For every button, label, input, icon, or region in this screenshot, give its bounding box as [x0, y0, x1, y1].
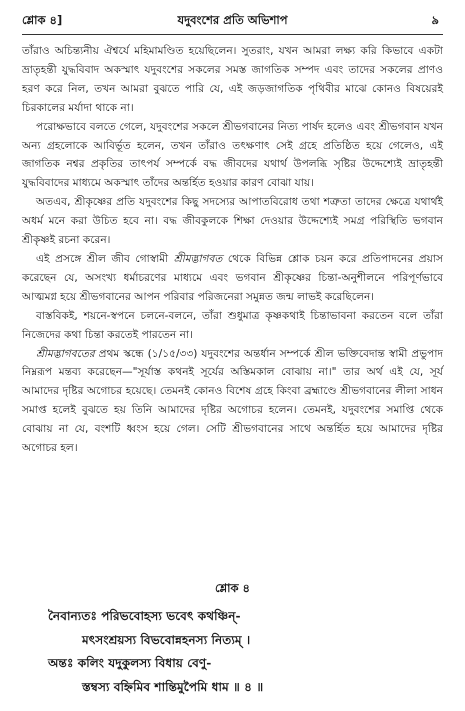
verse-line: স্তম্বস্য বহ্নিমিব শান্তিমুপৈমি ধাম ॥ ৪ ॥ — [82, 679, 264, 694]
verse-heading: শ্লোক ৪ — [214, 581, 251, 595]
verse-line: অন্তঃ কলিং যদুকুলস্য বিধায় বেণু- — [48, 656, 212, 670]
header-chapter-title: যদুবংশের প্রতি অভিশাপ — [177, 13, 288, 27]
header-divider — [22, 34, 443, 35]
commentary-text — [22, 42, 443, 458]
book-title: শ্রীমদ্ভাগবত — [173, 252, 223, 265]
page-number: ৯ — [431, 13, 439, 27]
paragraph-1: তাঁরাও অচিন্ত্যনীয় ঐশ্বর্যে মহিমামণ্ডিত হয়েছিলেন। সুতরাং, যখন আমরা লক্ষ্য করি কিভাবে একটা ভ্রাতৃহন্তী যুদ্ধবিবাদ অকস্মাৎ যদুবংশের সকলের সমস্ত জাগতিক সম্পদ এবং তাদের সকলের প্রাণও হরণ করে নিল, তখন আমরা বুঝতে পারি যে, এই জড়জাগতিক পৃথিবীর মাঝে কোনও বিষয়েরই চিরকালের মর্যাদা থাকে না। — [22, 45, 443, 114]
paragraph-6: শ্রীমদ্ভাগবতের প্রথম স্কন্ধে (১/১৫/৩৩) যদুবংশের অন্তর্ধান সম্পর্কে শ্রীল ভক্তিবেদান্ত স্বামী প্রভুপাদ নিম্নরূপ মন্তব্য করেছেন—"সূর্যাস্ত কথনই সূর্যের অস্তিমকাল বোঝায় না।" তার অর্থ এই যে, সূর্য আমাদের দৃষ্টির অগোচর হয়েছে। তেমনই কোনও বিশেষ গ্রহে কিংবা ব্রহ্মাণ্ডে শ্রীভগবানের লীলা সাধন সমাপ্ত হলেই বুঝতে হয় তিনি আমাদের দৃষ্টির অগোচর হলেন। তেমনই, যদুবংশের সমাপ্তি থেকে বোঝায় না যে, বংশটি ধ্বংস হয়ে গেল। সেটি শ্রীভগবানের সাথে অন্তর্হিত হয়ে আমাদের দৃষ্টির অগোচর হল। — [22, 347, 443, 455]
paragraph-4: এই প্রসঙ্গে শ্রীল জীব গোস্বামী শ্রীমদ্ভাগবত থেকে বিভিন্ন শ্লোক চয়ন করে প্রতিপাদনের প্রয়াস করেছেন যে, অসংখ্য ধর্মাচরণের মাধ্যমে এবং ভগবান শ্রীকৃষ্ণের চিন্তা-অনুশীলনে পরিপূর্ণভাবে আত্মমগ্ন হয়ে শ্রীভগবানের আপন পরিবার পরিজনেরা সমুন্নত জন্ম লাভই করেছিলেন। — [22, 252, 443, 303]
verse-line: নৈবান্যতঃ পরিভবোহস্য ভবেৎ কথঞ্চিন্- — [48, 609, 241, 623]
verse-block — [22, 580, 443, 699]
book-title: শ্রীমদ্ভাগবতের — [36, 347, 95, 360]
page-header — [22, 10, 443, 30]
paragraph-3: অতএব, শ্রীকৃষ্ণের প্রতি যদুবংশের কিছু সদস্যের আপাতবিরোধ তথা শত্রুতা তাদের ক্ষেত্রে যথার্থই অধর্ম মনে করা উচিত হবে না। বদ্ধ জীবকুলকে শিক্ষা দেওয়ার উদ্দেশ্যেই সমগ্র পরিস্থিতি ভগবান শ্রীকৃষ্ণই রচনা করেন। — [22, 196, 443, 247]
header-verse-ref: শ্লোক ৪] — [22, 13, 63, 27]
page — [22, 10, 443, 702]
paragraph-2: পরোক্ষভাবে বলতে গেলে, যদুবংশের সকলে শ্রীভগবানের নিত্য পার্ষদ হলেও এবং শ্রীভগবান যখন অন্য গ্রহলোকে আবির্ভূত হলেন, তখন তাঁরাও তৎক্ষণাৎ সেই গ্রহে প্রতিষ্ঠিত হয়ে গেলেও, এই জাগতিক নশ্বর প্রকৃতির তাৎপর্য সম্পর্কে বদ্ধ জীবদের যথার্থ উপলব্ধি সৃষ্টির উদ্দেশ্যেই ভ্রাতৃহন্তী যুদ্ধবিবাদের মাধ্যমে অকস্মাৎ তাঁদের অন্তর্হিত হওয়ার কারণ বোঝা যায়। — [22, 120, 443, 190]
verse-line: মৎসংশ্রয়স্য বিভবোন্নহনস্য নিত্যম্ । — [82, 632, 251, 647]
paragraph-5: বাস্তবিকই, শয়নে-স্বপনে চলনে-বলনে, তাঁরা শুধুমাত্র কৃষ্ণকথাই চিন্তাভাবনা করতেন বলে তাঁরা নিজেদের কথা চিন্তা করতেই পারতেন না। — [22, 309, 443, 341]
